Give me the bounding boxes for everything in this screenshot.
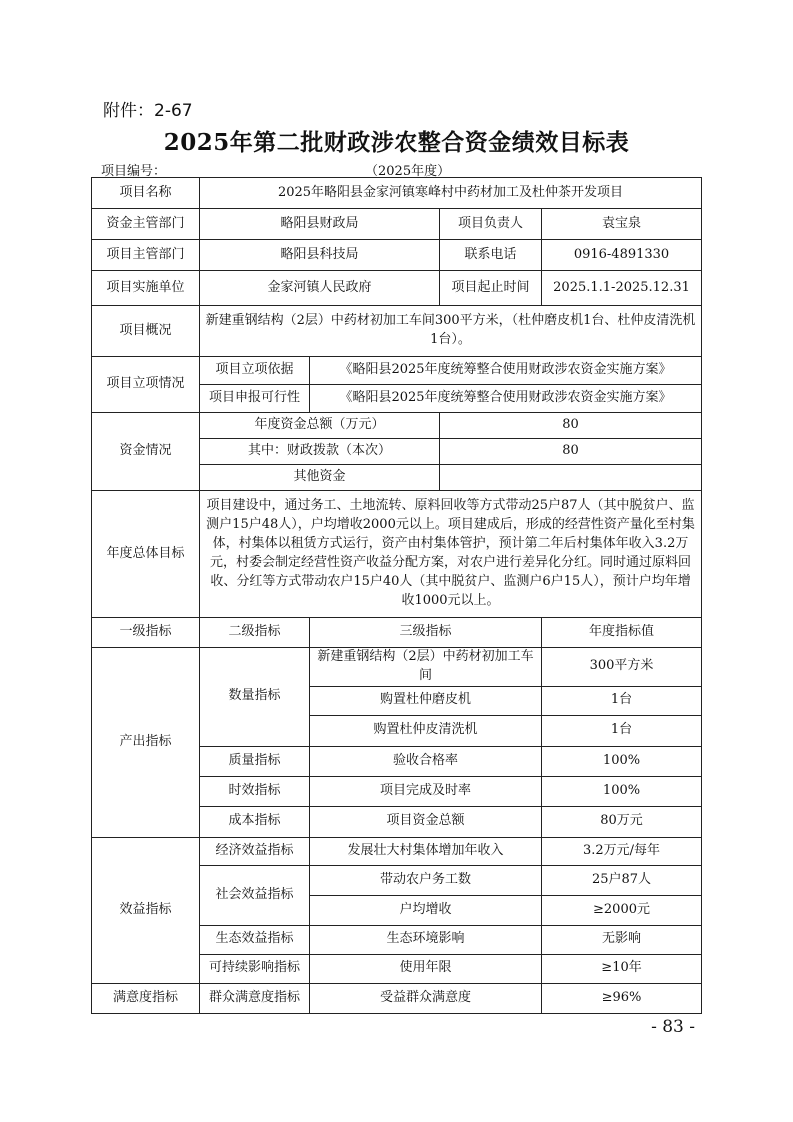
col-second-level: 二级指标 [200, 618, 310, 648]
funds-other-label: 其他资金 [200, 465, 440, 491]
eco-value: 无影响 [542, 925, 702, 954]
col-third-level: 三级指标 [310, 618, 542, 648]
attachment-label: 附件：2-67 [103, 101, 193, 121]
social1-value: 25户87人 [542, 865, 702, 895]
fund-dept: 略阳县财政局 [200, 209, 440, 240]
eco-name: 生态环境影响 [310, 925, 542, 954]
page-number: - 83 - [651, 1017, 695, 1037]
sustain-value: ≥10年 [542, 954, 702, 983]
fund-dept-label: 资金主管部门 [92, 209, 200, 240]
feasibility: 《略阳县2025年度统筹整合使用财政涉农资金实施方案》 [310, 385, 702, 413]
overview: 新建重钢结构（2层）中药材初加工车间300平方米，（杜仲磨皮机1台、杜仲皮清洗机1台）。 [200, 306, 702, 357]
cost-value: 80万元 [542, 806, 702, 837]
satisfaction-name: 受益群众满意度 [310, 983, 542, 1013]
q2-name: 购置杜仲磨皮机 [310, 686, 542, 715]
sustain-label: 可持续影响指标 [200, 954, 310, 983]
impl-unit: 金家河镇人民政府 [200, 271, 440, 306]
timeliness-label: 时效指标 [200, 776, 310, 806]
impl-unit-label: 项目实施单位 [92, 271, 200, 306]
approval-basis-label: 项目立项依据 [200, 357, 310, 385]
sustain-name: 使用年限 [310, 954, 542, 983]
performance-table [91, 177, 702, 1014]
social2-value: ≥2000元 [542, 895, 702, 925]
period: 2025.1.1-2025.12.31 [542, 271, 702, 306]
eco-label: 生态效益指标 [200, 925, 310, 954]
project-name: 2025年略阳县金家河镇寒峰村中药材加工及杜仲茶开发项目 [200, 178, 702, 209]
project-name-label: 项目名称 [92, 178, 200, 209]
social-label: 社会效益指标 [200, 865, 310, 925]
timeliness-value: 100% [542, 776, 702, 806]
cost-name: 项目资金总额 [310, 806, 542, 837]
economic-label: 经济效益指标 [200, 837, 310, 865]
economic-value: 3.2万元/每年 [542, 837, 702, 865]
funds-total-label: 年度资金总额（万元） [200, 413, 440, 439]
leader-label: 项目负责人 [440, 209, 542, 240]
funds-fiscal-label: 其中：财政拨款（本次） [200, 439, 440, 465]
col-first-level: 一级指标 [92, 618, 200, 648]
funds-label: 资金情况 [92, 413, 200, 491]
project-dept-label: 项目主管部门 [92, 240, 200, 271]
cost-label: 成本指标 [200, 806, 310, 837]
q1-name: 新建重钢结构（2层）中药材初加工车间 [310, 648, 542, 687]
economic-name: 发展壮大村集体增加年收入 [310, 837, 542, 865]
period-label: 项目起止时间 [440, 271, 542, 306]
col-value: 年度指标值 [542, 618, 702, 648]
approval-label: 项目立项情况 [92, 357, 200, 413]
timeliness-name: 项目完成及时率 [310, 776, 542, 806]
approval-basis: 《略阳县2025年度统筹整合使用财政涉农资金实施方案》 [310, 357, 702, 385]
social2-name: 户均增收 [310, 895, 542, 925]
satisfaction-value: ≥96% [542, 983, 702, 1013]
fiscal-year: （2025年度） [365, 164, 451, 179]
q3-name: 购置杜仲皮清洗机 [310, 715, 542, 746]
funds-total: 80 [440, 413, 702, 439]
quality-value: 100% [542, 746, 702, 776]
benefit-label: 效益指标 [92, 837, 200, 983]
q2-value: 1台 [542, 686, 702, 715]
project-dept: 略阳县科技局 [200, 240, 440, 271]
funds-other [440, 465, 702, 491]
leader: 袁宝泉 [542, 209, 702, 240]
quality-label: 质量指标 [200, 746, 310, 776]
q3-value: 1台 [542, 715, 702, 746]
satisfaction-sub: 群众满意度指标 [200, 983, 310, 1013]
output-label: 产出指标 [92, 648, 200, 838]
phone-label: 联系电话 [440, 240, 542, 271]
document-title: 2025年第二批财政涉农整合资金绩效目标表 [163, 129, 630, 156]
social1-name: 带动农户务工数 [310, 865, 542, 895]
goal: 项目建设中，通过务工、土地流转、原料回收等方式带动25户87人（其中脱贫户、监测户15户48人），户均增收2000元以上。项目建成后，形成的经营性资产量化至村集体，村集体以租赁方式运行，资产由村集体管护，预计第二年后村集体年收入3.2万元，村委会制定经营性资产收益分配方案，对农户进行差异化分红。同时通过原料回收、分红等方式带动农户15户40人（其中脱贫户、监测户6户15人），预计户均年增收1000元以上。 [200, 491, 702, 618]
satisfaction-label: 满意度指标 [92, 983, 200, 1013]
funds-fiscal: 80 [440, 439, 702, 465]
project-number-label: 项目编号： [101, 164, 167, 179]
q1-value: 300平方米 [542, 648, 702, 687]
feasibility-label: 项目申报可行性 [200, 385, 310, 413]
phone: 0916-4891330 [542, 240, 702, 271]
quantity-label: 数量指标 [200, 648, 310, 747]
overview-label: 项目概况 [92, 306, 200, 357]
quality-name: 验收合格率 [310, 746, 542, 776]
goal-label: 年度总体目标 [92, 491, 200, 618]
